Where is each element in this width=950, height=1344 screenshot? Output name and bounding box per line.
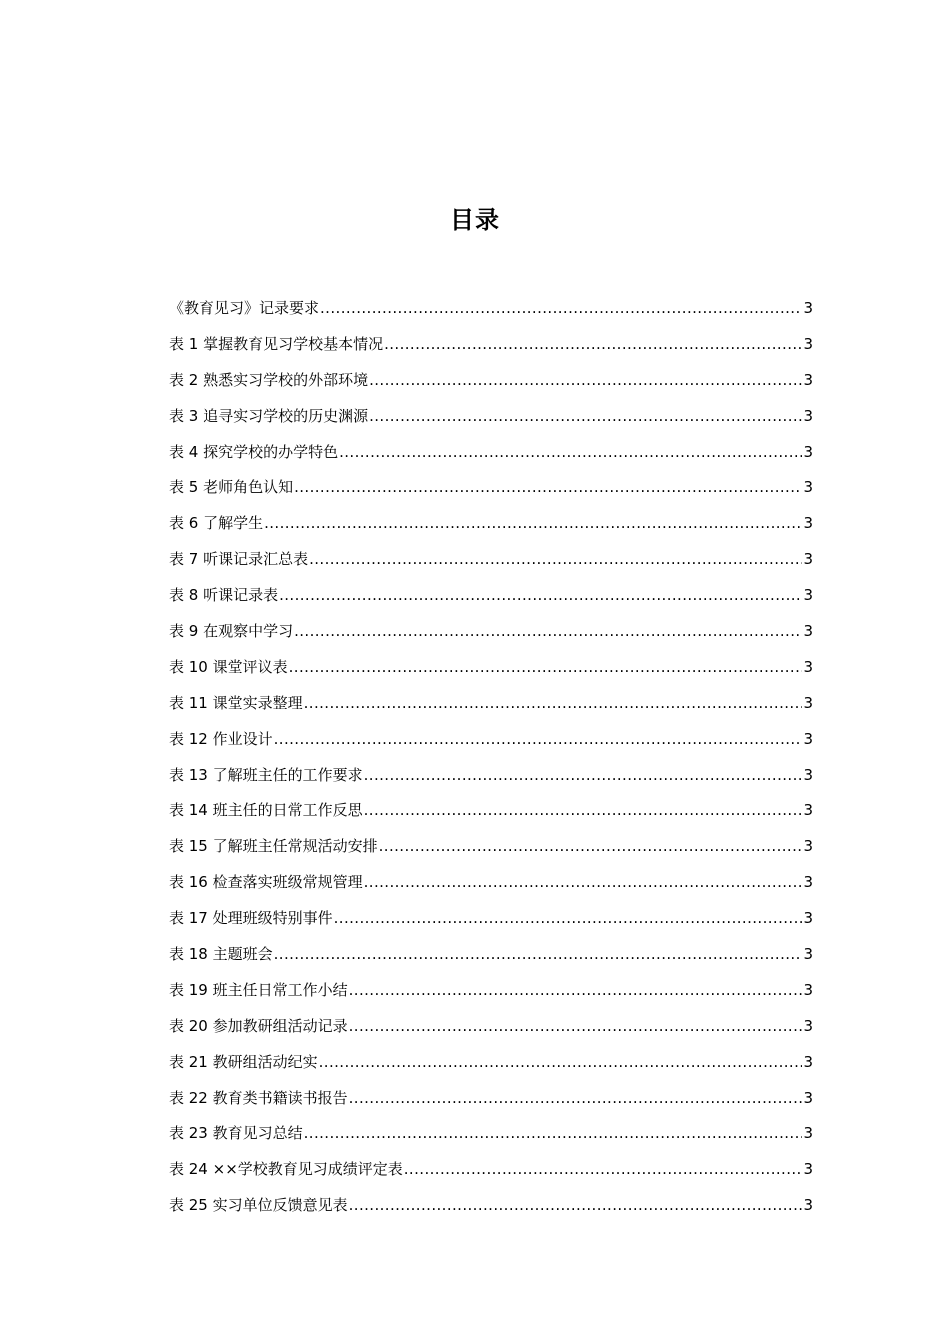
toc-entry[interactable] bbox=[169, 793, 813, 829]
toc-dot-leader bbox=[404, 1152, 803, 1188]
toc-entry[interactable] bbox=[169, 1116, 813, 1152]
toc-entry[interactable] bbox=[169, 686, 813, 722]
toc-entry-page-number: 3 bbox=[803, 334, 813, 353]
toc-entry-page-number: 3 bbox=[803, 873, 813, 892]
toc-entry[interactable] bbox=[169, 1188, 813, 1224]
toc-entry-page-number: 3 bbox=[803, 406, 813, 425]
toc-entry-label: 表 25 实习单位反馈意见表 bbox=[169, 1196, 348, 1215]
toc-entry-label: 表 22 教育类书籍读书报告 bbox=[169, 1088, 348, 1107]
toc-entry[interactable] bbox=[169, 1081, 813, 1117]
toc-dot-leader bbox=[349, 1081, 803, 1117]
toc-entry-page-number: 3 bbox=[803, 1088, 813, 1107]
toc-dot-leader bbox=[264, 506, 802, 542]
toc-entry[interactable] bbox=[169, 865, 813, 901]
toc-entry[interactable] bbox=[169, 542, 813, 578]
toc-dot-leader bbox=[289, 650, 803, 686]
toc-entry[interactable] bbox=[169, 758, 813, 794]
toc-entry-page-number: 3 bbox=[803, 657, 813, 676]
toc-entry[interactable] bbox=[169, 937, 813, 973]
toc-dot-leader bbox=[274, 937, 803, 973]
toc-dot-leader bbox=[279, 578, 802, 614]
toc-entry-label: 表 4 探究学校的办学特色 bbox=[169, 442, 339, 461]
toc-entry-label: 表 13 了解班主任的工作要求 bbox=[169, 765, 363, 784]
toc-entry[interactable] bbox=[169, 578, 813, 614]
toc-entry-page-number: 3 bbox=[803, 1124, 813, 1143]
toc-entry[interactable] bbox=[169, 363, 813, 399]
toc-entry-page-number: 3 bbox=[803, 299, 813, 317]
toc-entry-label: 表 6 了解学生 bbox=[169, 514, 264, 533]
toc-entry-page-number: 3 bbox=[803, 370, 813, 389]
toc-dot-leader bbox=[349, 1009, 803, 1045]
toc-entry-label: 表 24 ××学校教育见习成绩评定表 bbox=[169, 1160, 403, 1179]
toc-entry-page-number: 3 bbox=[803, 801, 813, 820]
toc-entry-page-number: 3 bbox=[803, 909, 813, 928]
toc-entry[interactable] bbox=[169, 1152, 813, 1188]
toc-entry-page-number: 3 bbox=[803, 586, 813, 605]
toc-dot-leader bbox=[304, 686, 803, 722]
toc-dot-leader bbox=[294, 614, 802, 650]
toc-dot-leader bbox=[349, 1188, 803, 1224]
toc-entry-page-number: 3 bbox=[803, 729, 813, 748]
toc-entry-page-number: 3 bbox=[803, 442, 813, 461]
toc-entry-page-number: 3 bbox=[803, 1016, 813, 1035]
toc-entry-page-number: 3 bbox=[803, 945, 813, 964]
toc-entry-label: 表 23 教育见习总结 bbox=[169, 1124, 303, 1143]
toc-dot-leader bbox=[304, 1116, 803, 1152]
toc-dot-leader bbox=[364, 758, 803, 794]
toc-entry[interactable] bbox=[169, 973, 813, 1009]
toc-dot-leader bbox=[369, 363, 802, 399]
toc-entry-label: 表 19 班主任日常工作小结 bbox=[169, 980, 348, 999]
toc-dot-leader bbox=[334, 901, 803, 937]
toc-entry-label: 表 18 主题班会 bbox=[169, 945, 273, 964]
toc-entry-page-number: 3 bbox=[803, 837, 813, 856]
toc-entry[interactable] bbox=[169, 901, 813, 937]
toc-entry[interactable] bbox=[169, 650, 813, 686]
toc-entry-label: 表 10 课堂评议表 bbox=[169, 657, 288, 676]
toc-entry-page-number: 3 bbox=[803, 765, 813, 784]
toc-entry-label: 表 21 教研组活动纪实 bbox=[169, 1052, 318, 1071]
toc-entry-page-number: 3 bbox=[803, 550, 813, 569]
toc-entry-label: 表 14 班主任的日常工作反思 bbox=[169, 801, 363, 820]
toc-dot-leader bbox=[320, 291, 802, 327]
table-of-contents bbox=[169, 291, 813, 1224]
toc-entry[interactable] bbox=[169, 1009, 813, 1045]
toc-dot-leader bbox=[319, 1045, 803, 1081]
toc-entry-page-number: 3 bbox=[803, 1052, 813, 1071]
toc-entry-label: 表 15 了解班主任常规活动安排 bbox=[169, 837, 378, 856]
toc-entry-label: 表 11 课堂实录整理 bbox=[169, 693, 303, 712]
toc-entry[interactable] bbox=[169, 470, 813, 506]
toc-entry-label: 表 20 参加教研组活动记录 bbox=[169, 1016, 348, 1035]
toc-entry-label: 表 9 在观察中学习 bbox=[169, 622, 294, 641]
toc-entry[interactable] bbox=[169, 829, 813, 865]
toc-entry[interactable] bbox=[169, 1045, 813, 1081]
toc-entry-page-number: 3 bbox=[803, 980, 813, 999]
toc-dot-leader bbox=[309, 542, 802, 578]
toc-entry-page-number: 3 bbox=[803, 622, 813, 641]
toc-entry-label: 表 12 作业设计 bbox=[169, 729, 273, 748]
toc-entry-label: 表 3 追寻实习学校的历史渊源 bbox=[169, 406, 369, 425]
toc-entry-label: 表 16 检查落实班级常规管理 bbox=[169, 873, 363, 892]
toc-entry-page-number: 3 bbox=[803, 1160, 813, 1179]
toc-entry[interactable] bbox=[169, 506, 813, 542]
toc-entry-page-number: 3 bbox=[803, 1196, 813, 1215]
toc-entry[interactable] bbox=[169, 722, 813, 758]
toc-dot-leader bbox=[369, 399, 802, 435]
toc-dot-leader bbox=[364, 793, 803, 829]
toc-entry[interactable] bbox=[169, 291, 813, 327]
toc-entry-label: 表 17 处理班级特别事件 bbox=[169, 909, 333, 928]
toc-dot-leader bbox=[349, 973, 803, 1009]
toc-entry[interactable] bbox=[169, 327, 813, 363]
toc-entry-label: 表 7 听课记录汇总表 bbox=[169, 550, 309, 569]
toc-dot-leader bbox=[364, 865, 803, 901]
toc-dot-leader bbox=[379, 829, 803, 865]
toc-entry-page-number: 3 bbox=[803, 693, 813, 712]
toc-entry-label: 《教育见习》记录要求 bbox=[169, 299, 320, 317]
toc-dot-leader bbox=[294, 470, 802, 506]
toc-entry-page-number: 3 bbox=[803, 478, 813, 497]
toc-entry[interactable] bbox=[169, 614, 813, 650]
toc-dot-leader bbox=[384, 327, 802, 363]
toc-entry[interactable] bbox=[169, 435, 813, 471]
toc-entry-label: 表 1 掌握教育见习学校基本情况 bbox=[169, 334, 384, 353]
toc-entry[interactable] bbox=[169, 399, 813, 435]
toc-entry-label: 表 2 熟悉实习学校的外部环境 bbox=[169, 370, 369, 389]
toc-dot-leader bbox=[339, 435, 802, 471]
toc-entry-page-number: 3 bbox=[803, 514, 813, 533]
toc-dot-leader bbox=[274, 722, 803, 758]
toc-entry-label: 表 8 听课记录表 bbox=[169, 586, 279, 605]
toc-entry-label: 表 5 老师角色认知 bbox=[169, 478, 294, 497]
page-title: 目录 bbox=[450, 206, 500, 234]
